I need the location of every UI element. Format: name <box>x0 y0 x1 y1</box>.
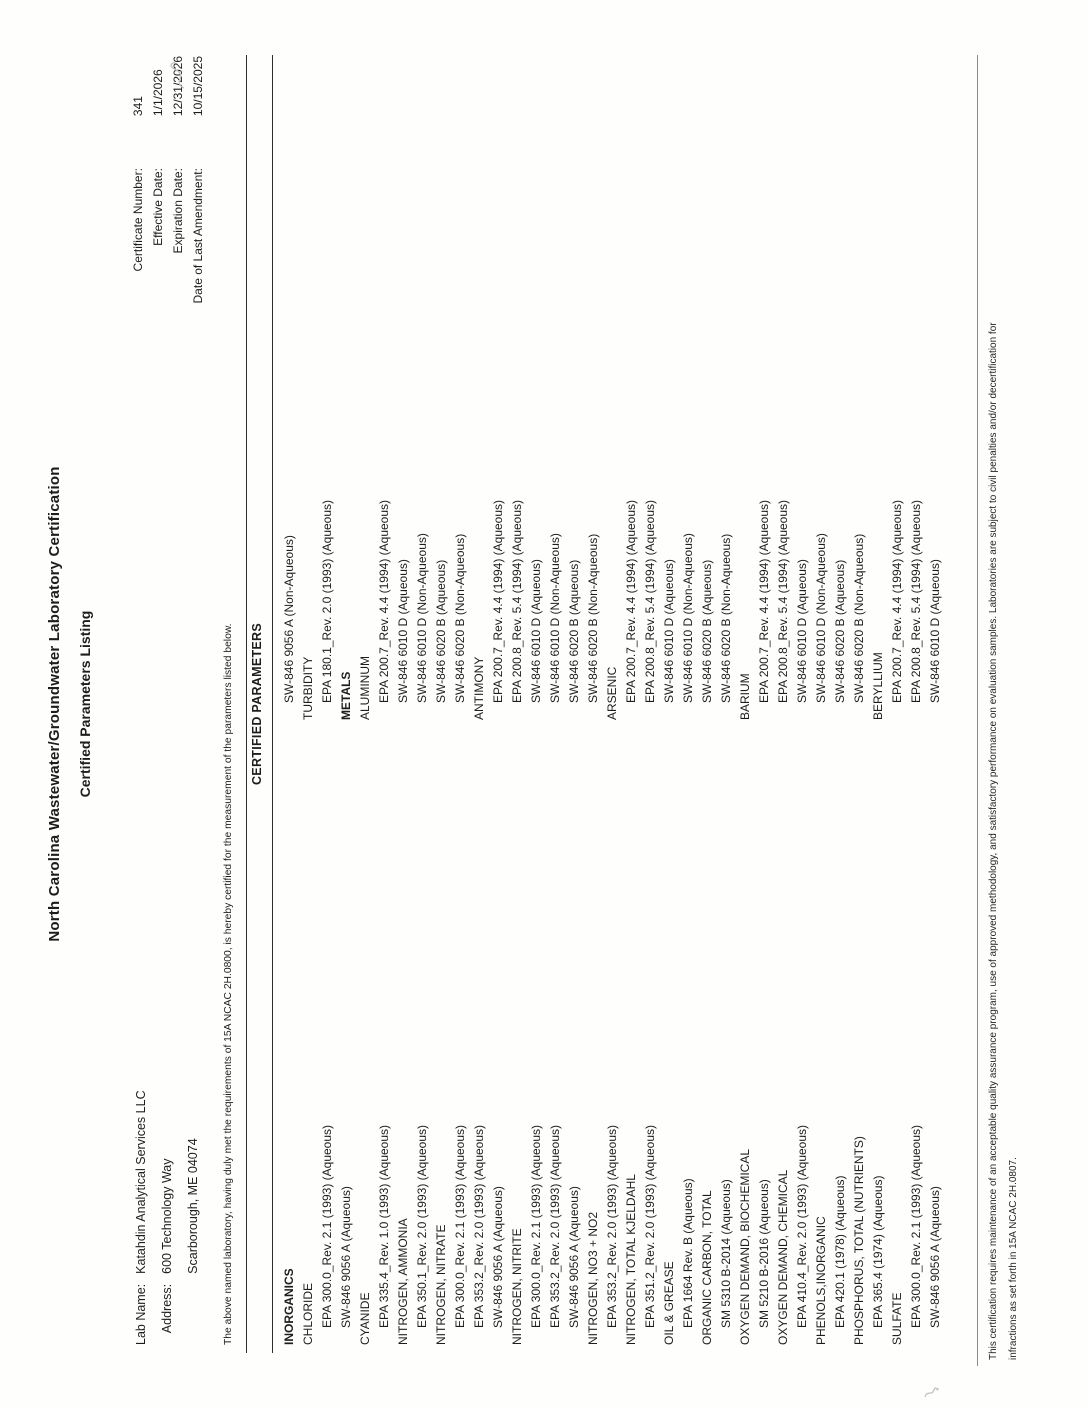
parameter-method-line: SW-846 6020 B (Non-Aqueous) <box>586 533 600 703</box>
parameter-method-line: EPA 300.0_Rev. 2.1 (1993) (Aqueous) <box>320 1124 334 1328</box>
parameter-method-line: EPA 200.7_Rev. 4.4 (1994) (Aqueous) <box>491 499 505 703</box>
parameter-method-line: SW-846 6010 D (Non-Aqueous) <box>548 533 562 703</box>
parameter-analyte-line: CYANIDE <box>358 1292 372 1345</box>
certificate-number-label: Certificate Number: <box>131 168 145 272</box>
parameter-method-line: EPA 200.8_Rev. 5.4 (1994) (Aqueous) <box>510 499 524 703</box>
parameter-method-line: SW-846 6020 B (Aqueous) <box>434 559 448 703</box>
lab-info-block <box>128 1090 206 1345</box>
footer-line1: This certification requires maintenance of an acceptable quality assurance program, use of approved methodology, and satisfactory performance on evaluation samples. Laboratories are subject to civil penalties and/or decertification for <box>988 322 999 1360</box>
parameter-method-line: EPA 365.4 (1974) (Aqueous) <box>871 1175 885 1328</box>
parameter-method-line: EPA 300.0_Rev. 2.1 (1993) (Aqueous) <box>453 1124 467 1328</box>
parameters-column-left <box>280 720 945 1345</box>
parameter-analyte-line: SULFATE <box>890 1292 904 1345</box>
title-block <box>46 0 93 1408</box>
parameter-method-line: EPA 420.1 (1978) (Aqueous) <box>833 1175 847 1328</box>
parameter-method-line: SW-846 6010 D (Aqueous) <box>396 559 410 703</box>
parameter-method-line: EPA 335.4_Rev. 1.0 (1993) (Aqueous) <box>377 1124 391 1328</box>
parameter-analyte-line: ALUMINUM <box>358 655 372 720</box>
parameter-method-line: EPA 410.4_Rev. 2.0 (1993) (Aqueous) <box>795 1124 809 1328</box>
certificate-info-block <box>128 56 208 303</box>
parameter-method-line: EPA 200.8_Rev. 5.4 (1994) (Aqueous) <box>909 499 923 703</box>
divider-line-bottom <box>272 55 273 1353</box>
last-amendment-label: Date of Last Amendment: <box>191 168 205 304</box>
parameter-method-line: SW-846 6010 D (Non-Aqueous) <box>814 533 828 703</box>
parameter-analyte-line: NITROGEN, NITRITE <box>510 1228 524 1345</box>
address-line2: Scarborough, ME 04074 <box>186 1138 200 1274</box>
parameter-analyte-line: PHOSPHORUS, TOTAL (NUTRIENTS) <box>852 1136 866 1345</box>
parameter-method-line: EPA 353.2_Rev. 2.0 (1993) (Aqueous) <box>472 1124 486 1328</box>
parameter-method-line: EPA 200.8_Rev. 5.4 (1994) (Aqueous) <box>776 499 790 703</box>
last-amendment-value: 10/15/2025 <box>191 56 205 117</box>
parameter-method-line: EPA 350.1_Rev. 2.0 (1993) (Aqueous) <box>415 1124 429 1328</box>
certificate-number-value: 341 <box>131 96 145 117</box>
parameter-method-line: SW-846 6010 D (Non-Aqueous) <box>415 533 429 703</box>
parameter-method-line: SM 5210 B-2016 (Aqueous) <box>757 1179 771 1328</box>
parameter-method-line: SW-846 9056 A (Aqueous) <box>491 1186 505 1328</box>
parameter-method-line: EPA 353.2_Rev. 2.0 (1993) (Aqueous) <box>548 1124 562 1328</box>
lab-name-value: Katahdin Analytical Services LLC <box>134 1090 148 1274</box>
parameter-method-line: SW-846 9056 A (Aqueous) <box>339 1186 353 1328</box>
parameter-method-line: EPA 200.7_Rev. 4.4 (1994) (Aqueous) <box>757 499 771 703</box>
parameter-method-line: EPA 200.7_Rev. 4.4 (1994) (Aqueous) <box>377 499 391 703</box>
document-subtitle: Certified Parameters Listing <box>77 610 93 798</box>
parameter-analyte-line: OXYGEN DEMAND, CHEMICAL <box>776 1169 790 1345</box>
scan-artifact <box>168 60 190 90</box>
parameter-analyte-line: NITROGEN, AMMONIA <box>396 1218 410 1345</box>
divider-line-footer <box>977 55 978 1366</box>
parameter-method-line: SW-846 6020 B (Aqueous) <box>700 559 714 703</box>
address-label-spacer <box>180 1284 206 1345</box>
parameter-analyte-line: PHENOLS,INORGANIC <box>814 1216 828 1345</box>
parameter-method-line: SW-846 9056 A (Aqueous) <box>567 1186 581 1328</box>
address-line1: 600 Technology Way <box>160 1158 174 1274</box>
footer-note <box>984 322 1024 1360</box>
parameter-group-line: METALS <box>339 671 353 720</box>
parameter-method-line: EPA 180.1_Rev. 2.0 (1993) (Aqueous) <box>320 499 334 703</box>
parameter-analyte-line: OXYGEN DEMAND, BIOCHEMICAL <box>738 1148 752 1345</box>
parameter-method-line: SW-846 6010 D (Non-Aqueous) <box>681 533 695 703</box>
parameter-analyte-line: ARSENIC <box>605 666 619 720</box>
parameter-analyte-line: ANTIMONY <box>472 656 486 720</box>
parameter-method-line: EPA 1664 Rev. B (Aqueous) <box>681 1178 695 1328</box>
parameter-method-line: SW-846 6020 B (Non-Aqueous) <box>453 533 467 703</box>
footer-line2: infractions as set forth in 15A NCAC 2H.0807. <box>1008 1157 1019 1360</box>
lab-name-label: Lab Name: <box>134 1283 148 1345</box>
parameter-method-line: SW-846 6010 D (Aqueous) <box>795 559 809 703</box>
effective-date-value: 1/1/2026 <box>151 69 165 117</box>
expiration-date-value: 12/31/2026 <box>171 56 185 117</box>
parameter-analyte-line: TURBIDITY <box>301 656 315 720</box>
parameter-method-line: EPA 351.2_Rev. 2.0 (1993) (Aqueous) <box>643 1124 657 1328</box>
parameter-method-line: SW-846 6010 D (Aqueous) <box>662 559 676 703</box>
parameter-method-line: SW-846 6020 B (Aqueous) <box>833 559 847 703</box>
parameter-method-line: EPA 300.0_Rev. 2.1 (1993) (Aqueous) <box>909 1124 923 1328</box>
parameter-method-line: SW-846 6010 D (Aqueous) <box>928 559 942 703</box>
scan-artifact <box>922 1384 940 1400</box>
document-title: North Carolina Wastewater/Groundwater Laboratory Certification <box>46 466 63 942</box>
parameter-method-line: EPA 200.7_Rev. 4.4 (1994) (Aqueous) <box>890 499 904 703</box>
section-header: CERTIFIED PARAMETERS <box>250 622 264 786</box>
parameter-analyte-line: NITROGEN, NITRATE <box>434 1224 448 1345</box>
parameters-listing <box>280 95 945 1345</box>
parameter-analyte-line: BERYLLIUM <box>871 652 885 720</box>
parameter-analyte-line: BARIUM <box>738 673 752 720</box>
parameter-analyte-line: NITROGEN, TOTAL KJELDAHL <box>624 1174 638 1345</box>
parameter-method-line: EPA 353.2_Rev. 2.0 (1993) (Aqueous) <box>605 1124 619 1328</box>
parameter-method-line: SW-846 6020 B (Non-Aqueous) <box>719 533 733 703</box>
parameter-method-line: SW-846 9056 A (Non-Aqueous) <box>282 535 296 703</box>
parameter-method-line: EPA 300.0_Rev. 2.1 (1993) (Aqueous) <box>529 1124 543 1328</box>
parameter-method-line: EPA 200.8_Rev. 5.4 (1994) (Aqueous) <box>643 499 657 703</box>
parameter-analyte-line: CHLORIDE <box>301 1282 315 1345</box>
parameter-method-line: SW-846 9056 A (Aqueous) <box>928 1186 942 1328</box>
parameter-method-line: SW-846 6010 D (Aqueous) <box>529 559 543 703</box>
divider-line-top <box>246 55 247 1353</box>
certification-statement: The above named laboratory, having duly met the requirements of 15A NCAC 2H.0800, is hereby certified for the measurement of the parameters listed below. <box>223 623 234 1345</box>
parameter-analyte-line: NITROGEN, NO3 + NO2 <box>586 1211 600 1345</box>
address-label: Address: <box>160 1283 174 1334</box>
parameter-method-line: SW-846 6020 B (Non-Aqueous) <box>852 533 866 703</box>
parameter-group-line: INORGANICS <box>282 1268 296 1345</box>
document-header <box>128 56 208 1345</box>
expiration-date-label: Expiration Date: <box>171 168 185 254</box>
parameter-analyte-line: OIL & GREASE <box>662 1261 676 1345</box>
parameter-method-line: SM 5310 B-2014 (Aqueous) <box>719 1179 733 1328</box>
parameters-column-right <box>280 95 945 720</box>
parameter-method-line: EPA 200.7_Rev. 4.4 (1994) (Aqueous) <box>624 499 638 703</box>
parameter-analyte-line: ORGANIC CARBON, TOTAL <box>700 1190 714 1345</box>
effective-date-label: Effective Date: <box>151 168 165 246</box>
parameter-method-line: SW-846 6020 B (Aqueous) <box>567 559 581 703</box>
